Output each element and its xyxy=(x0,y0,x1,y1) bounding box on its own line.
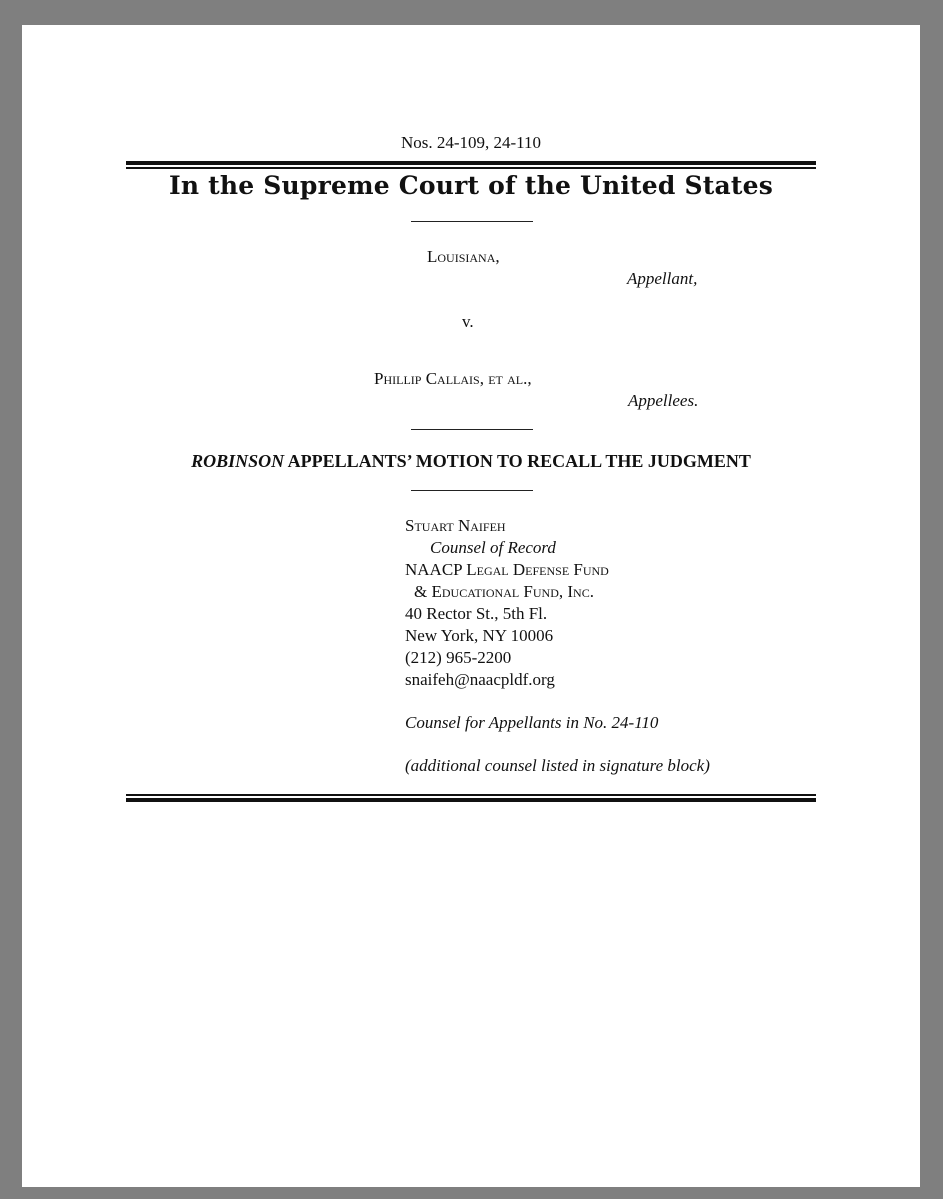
bottom-rule-thin xyxy=(126,794,816,796)
motion-title xyxy=(22,451,920,472)
court-name: In the Supreme Court of the United States xyxy=(168,171,774,200)
appellant-name: Louisiana, xyxy=(427,247,500,266)
motion-title-italic: ROBINSON xyxy=(191,451,285,471)
counsel-email: snaifeh@naacpldf.org xyxy=(405,670,555,689)
counsel-address1: 40 Rector St., 5th Fl. xyxy=(405,604,548,623)
counsel-address2: New York, NY 10006 xyxy=(405,626,554,645)
case-numbers: Nos. 24-109, 24-110 xyxy=(400,133,542,152)
appellee-name: Phillip Callais, et al., xyxy=(374,369,532,388)
counsel-role: Counsel of Record xyxy=(430,538,556,557)
counsel-name: Stuart Naifeh xyxy=(405,516,506,535)
top-rule-thick xyxy=(126,161,816,165)
counsel-org-line2: & Educational Fund, Inc. xyxy=(414,582,594,601)
versus: v. xyxy=(462,312,474,331)
divider-3 xyxy=(411,490,533,491)
appellant-role: Appellant, xyxy=(627,269,698,288)
divider-2 xyxy=(411,429,533,430)
motion-title-rest: APPELLANTS’ MOTION TO RECALL THE JUDGMENT xyxy=(284,451,751,471)
counsel-phone: (212) 965-2200 xyxy=(405,648,512,667)
counsel-for: Counsel for Appellants in No. 24-110 xyxy=(405,713,659,732)
appellee-role: Appellees. xyxy=(628,391,699,410)
document-page xyxy=(22,25,920,1187)
bottom-rule-thick xyxy=(126,798,816,802)
counsel-block xyxy=(405,515,710,777)
divider-1 xyxy=(411,221,533,222)
additional-counsel: (additional counsel listed in signature block) xyxy=(405,756,710,775)
top-rule-thin xyxy=(126,167,816,169)
counsel-org-line1: NAACP Legal Defense Fund xyxy=(405,560,609,579)
